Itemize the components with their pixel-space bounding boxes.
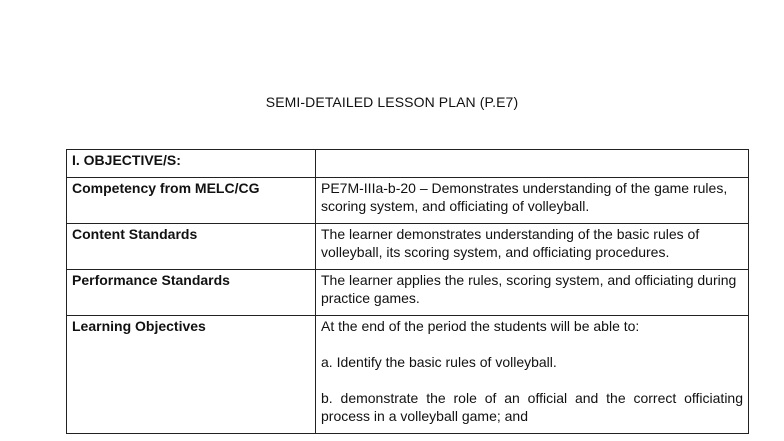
table-row-performance-standards: [67, 270, 749, 316]
document-title: SEMI-DETAILED LESSON PLAN (P.E7): [265, 94, 519, 110]
table-row-competency: [67, 178, 749, 224]
objectives-header-value: [316, 150, 749, 178]
performance-standards-label: Performance Standards: [67, 270, 316, 316]
performance-standards-value: The learner applies the rules, scoring system, and officiating during practice games.: [316, 270, 749, 316]
learning-objectives-label: Learning Objectives: [67, 316, 316, 434]
content-standards-label: Content Standards: [67, 224, 316, 270]
content-standards-value: The learner demonstrates understanding of the basic rules of volleyball, its scoring system, and officiating procedures.: [316, 224, 749, 270]
objectives-header-label: I. OBJECTIVE/S:: [67, 150, 316, 178]
objectives-intro: At the end of the period the students will be able to:: [321, 318, 640, 334]
learning-objectives-value: [316, 316, 749, 434]
lesson-plan-table: [66, 149, 749, 434]
objective-item-a: a. Identify the basic rules of volleyball.: [321, 354, 557, 370]
table-row-objectives-header: [67, 150, 749, 178]
table-row-content-standards: [67, 224, 749, 270]
competency-label: Competency from MELC/CG: [67, 178, 316, 224]
objective-item-b: b. demonstrate the role of an official and the correct officiating process in a volleyball game; and: [321, 390, 743, 424]
table-row-learning-objectives: [67, 316, 749, 434]
competency-value: PE7M-IIIa-b-20 – Demonstrates understanding of the game rules, scoring system, and officiating of volleyball.: [316, 178, 749, 224]
